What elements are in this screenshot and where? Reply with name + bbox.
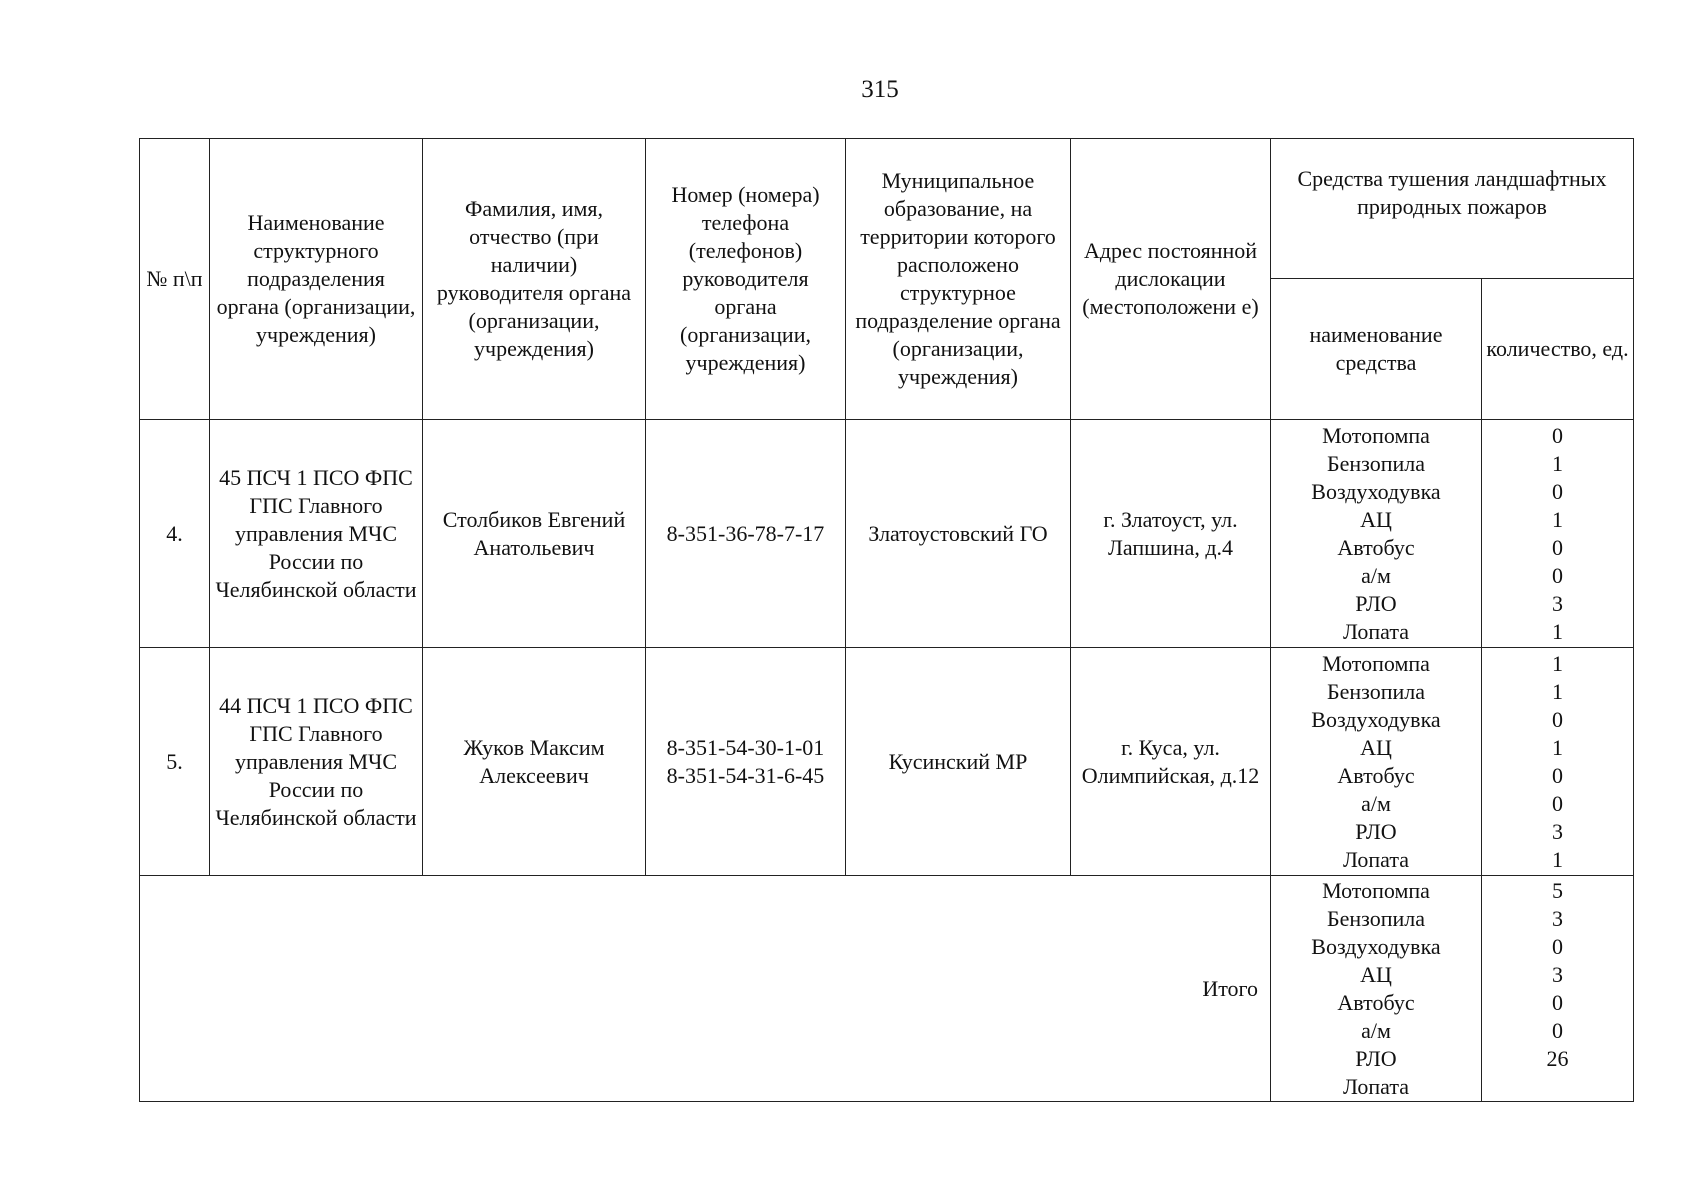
qty-item: 1	[1552, 618, 1563, 644]
total-means-qty	[1482, 876, 1634, 1102]
qty-item: 0	[1552, 706, 1563, 732]
qty-item: 1	[1552, 506, 1563, 532]
means-item: АЦ	[1360, 961, 1392, 987]
means-item: Мотопомпа	[1322, 422, 1430, 448]
qty-item: 3	[1552, 961, 1563, 987]
means-item: Воздуходувка	[1311, 478, 1441, 504]
qty-item: 0	[1552, 534, 1563, 560]
qty-item	[1486, 1073, 1629, 1101]
total-means-names	[1271, 876, 1482, 1102]
qty-item: 1	[1552, 450, 1563, 476]
qty-item: 3	[1552, 590, 1563, 616]
row-means-qty	[1482, 420, 1634, 648]
row-phone	[646, 420, 846, 648]
means-item: Бензопила	[1326, 450, 1426, 476]
row-means-qty	[1482, 648, 1634, 876]
phone-2: 8-351-54-31-6-45	[666, 762, 825, 788]
header-num: № п\п	[140, 139, 210, 420]
qty-item: 0	[1552, 933, 1563, 959]
row-head: Столбиков Евгений Анатольевич	[423, 420, 646, 648]
total-label: Итого	[140, 876, 1271, 1102]
means-item: Воздуходувка	[1311, 933, 1441, 959]
qty-item: 1	[1552, 650, 1563, 676]
phone-1: 8-351-54-30-1-01	[666, 734, 825, 760]
qty-item: 0	[1552, 1017, 1563, 1043]
row-num: 5.	[140, 648, 210, 876]
phone-1: 8-351-36-78-7-17	[666, 520, 825, 546]
row-municipality: Кусинский МР	[846, 648, 1071, 876]
qty-item: 3	[1552, 905, 1563, 931]
header-phone: Номер (номера) телефона (телефонов) руководителя органа (организации, учреждения)	[646, 139, 846, 420]
header-address: Адрес постоянной дислокации (местоположени е)	[1071, 139, 1271, 420]
table-row	[140, 420, 1634, 648]
qty-item: 1	[1552, 678, 1563, 704]
means-item: Лопата	[1343, 846, 1409, 872]
means-item: РЛО	[1355, 1045, 1397, 1071]
means-item: РЛО	[1355, 818, 1397, 844]
means-item: Автобус	[1337, 534, 1415, 560]
means-item: Бензопила	[1326, 905, 1426, 931]
row-name: 45 ПСЧ 1 ПСО ФПС ГПС Главного управления МЧС России по Челябинской области	[210, 420, 423, 648]
total-row	[140, 876, 1634, 1102]
row-num: 4.	[140, 420, 210, 648]
means-item: Лопата	[1343, 1073, 1409, 1099]
header-means-qty: количество, ед.	[1482, 279, 1634, 420]
row-head: Жуков Максим Алексеевич	[423, 648, 646, 876]
resources-table	[139, 138, 1634, 1102]
row-municipality: Златоустовский ГО	[846, 420, 1071, 648]
header-head: Фамилия, имя, отчество (при наличии) руководителя органа (организации, учреждения)	[423, 139, 646, 420]
means-item: АЦ	[1360, 506, 1392, 532]
qty-item: 3	[1552, 818, 1563, 844]
page-number: 315	[861, 76, 899, 103]
header-municipality: Муниципальное образование, на территории которого расположено структурное подразделение органа (организации, учреждения)	[846, 139, 1071, 420]
means-item: Мотопомпа	[1322, 877, 1430, 903]
row-address: г. Златоуст, ул. Лапшина, д.4	[1071, 420, 1271, 648]
means-item: РЛО	[1355, 590, 1397, 616]
means-item: а/м	[1361, 1017, 1391, 1043]
means-item: АЦ	[1360, 734, 1392, 760]
header-means-name: наименование средства	[1271, 279, 1482, 420]
qty-item: 0	[1552, 562, 1563, 588]
row-phone	[646, 648, 846, 876]
qty-item: 0	[1552, 478, 1563, 504]
means-item: а/м	[1361, 790, 1391, 816]
means-item: Мотопомпа	[1322, 650, 1430, 676]
means-item: Автобус	[1337, 989, 1415, 1015]
qty-item: 26	[1546, 1045, 1569, 1071]
means-item: Автобус	[1337, 762, 1415, 788]
qty-item: 1	[1552, 846, 1563, 872]
means-item: Бензопила	[1326, 678, 1426, 704]
qty-item: 1	[1552, 734, 1563, 760]
qty-item: 0	[1552, 422, 1563, 448]
qty-item: 5	[1552, 877, 1563, 903]
means-item: Воздуходувка	[1311, 706, 1441, 732]
means-item: а/м	[1361, 562, 1391, 588]
row-name: 44 ПСЧ 1 ПСО ФПС ГПС Главного управления МЧС России по Челябинской области	[210, 648, 423, 876]
header-name: Наименование структурного подразделения органа (организации, учреждения)	[210, 139, 423, 420]
row-means-names	[1271, 648, 1482, 876]
row-means-names	[1271, 420, 1482, 648]
header-means-group: Средства тушения ландшафтных природных пожаров	[1271, 139, 1634, 279]
qty-item: 0	[1552, 790, 1563, 816]
qty-item: 0	[1552, 989, 1563, 1015]
qty-item: 0	[1552, 762, 1563, 788]
header-row	[140, 139, 1634, 279]
row-address: г. Куса, ул. Олимпийская, д.12	[1071, 648, 1271, 876]
table-row	[140, 648, 1634, 876]
means-item: Лопата	[1343, 618, 1409, 644]
